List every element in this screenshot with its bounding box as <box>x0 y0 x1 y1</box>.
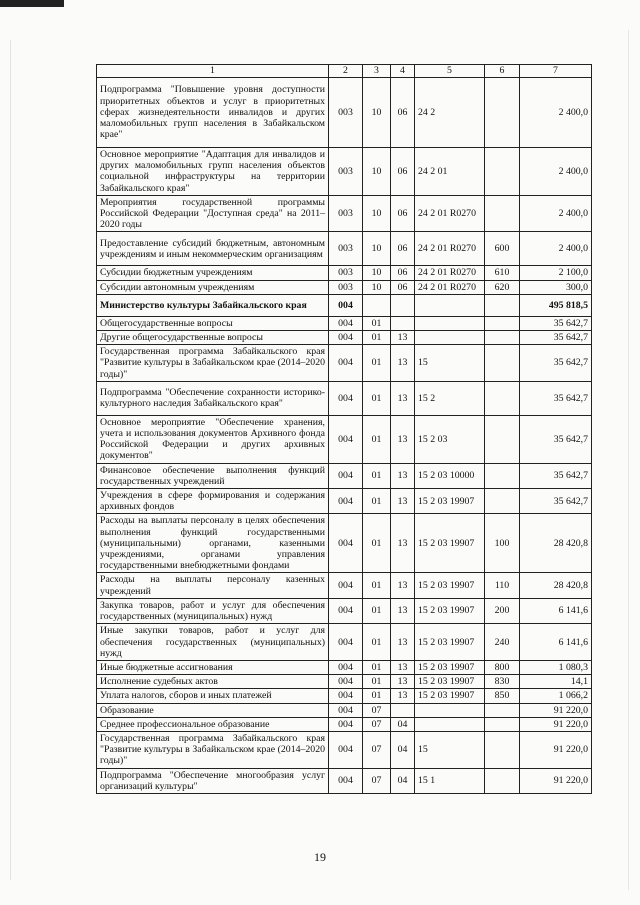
table-row <box>97 689 592 703</box>
table-header-row <box>97 65 592 78</box>
row-target-article-cell: 15 2 03 19907 <box>415 689 485 703</box>
table-row <box>97 331 592 345</box>
row-admin-code-cell: 003 <box>329 280 363 294</box>
table-row <box>97 415 592 463</box>
row-name-cell: Образование <box>97 703 329 717</box>
row-admin-code-cell: 004 <box>329 624 363 661</box>
row-section-cell <box>363 294 391 316</box>
row-subsection-cell: 13 <box>391 573 415 598</box>
row-section-cell: 01 <box>363 624 391 661</box>
row-admin-code-cell: 004 <box>329 489 363 514</box>
row-amount-cell: 2 400,0 <box>520 232 592 266</box>
table-row <box>97 660 592 674</box>
row-admin-code-cell: 003 <box>329 266 363 280</box>
row-expense-type-cell: 620 <box>485 280 520 294</box>
row-amount-cell: 1 080,3 <box>520 660 592 674</box>
row-subsection-cell: 04 <box>391 717 415 731</box>
row-target-article-cell <box>415 703 485 717</box>
row-amount-cell: 1 066,2 <box>520 689 592 703</box>
row-admin-code-cell: 004 <box>329 717 363 731</box>
row-admin-code-cell: 003 <box>329 195 363 232</box>
row-admin-code-cell: 004 <box>329 731 363 768</box>
table-row <box>97 624 592 661</box>
row-expense-type-cell <box>485 195 520 232</box>
row-section-cell: 01 <box>363 660 391 674</box>
row-subsection-cell: 06 <box>391 266 415 280</box>
row-amount-cell: 495 818,5 <box>520 294 592 316</box>
row-admin-code-cell: 004 <box>329 345 363 382</box>
row-subsection-cell: 06 <box>391 232 415 266</box>
row-section-cell: 01 <box>363 316 391 330</box>
row-name-cell: Министерство культуры Забайкальского края <box>97 294 329 316</box>
row-amount-cell: 35 642,7 <box>520 331 592 345</box>
row-section-cell: 10 <box>363 148 391 196</box>
row-subsection-cell: 04 <box>391 768 415 793</box>
row-name-cell: Государственная программа Забайкальского края "Развитие культуры в Забайкальском крае (2014–2020 годы)" <box>97 345 329 382</box>
row-section-cell: 07 <box>363 703 391 717</box>
row-expense-type-cell <box>485 345 520 382</box>
row-amount-cell: 2 400,0 <box>520 195 592 232</box>
row-amount-cell: 91 220,0 <box>520 703 592 717</box>
row-amount-cell: 300,0 <box>520 280 592 294</box>
row-amount-cell: 35 642,7 <box>520 463 592 488</box>
row-name-cell: Уплата налогов, сборов и иных платежей <box>97 689 329 703</box>
row-admin-code-cell: 004 <box>329 381 363 415</box>
row-expense-type-cell: 200 <box>485 598 520 623</box>
table-row <box>97 598 592 623</box>
table-row <box>97 294 592 316</box>
row-amount-cell: 6 141,6 <box>520 624 592 661</box>
table-row <box>97 266 592 280</box>
row-amount-cell: 2 100,0 <box>520 266 592 280</box>
row-name-cell: Общегосударственные вопросы <box>97 316 329 330</box>
row-admin-code-cell: 004 <box>329 514 363 573</box>
row-subsection-cell: 13 <box>391 331 415 345</box>
row-target-article-cell: 15 2 <box>415 381 485 415</box>
row-name-cell: Подпрограмма "Обеспечение сохранности историко-культурного наследия Забайкальского края" <box>97 381 329 415</box>
row-name-cell: Исполнение судебных актов <box>97 675 329 689</box>
row-amount-cell: 35 642,7 <box>520 489 592 514</box>
row-amount-cell: 28 420,8 <box>520 514 592 573</box>
row-target-article-cell <box>415 331 485 345</box>
row-target-article-cell: 15 2 03 19907 <box>415 660 485 674</box>
row-target-article-cell: 15 2 03 19907 <box>415 573 485 598</box>
row-subsection-cell: 13 <box>391 381 415 415</box>
row-name-cell: Предоставление субсидий бюджетным, автономным учреждениям и иным некоммерческим организациям <box>97 232 329 266</box>
table-row <box>97 232 592 266</box>
row-name-cell: Другие общегосударственные вопросы <box>97 331 329 345</box>
row-admin-code-cell: 004 <box>329 294 363 316</box>
row-amount-cell: 2 400,0 <box>520 78 592 148</box>
row-name-cell: Субсидии автономным учреждениям <box>97 280 329 294</box>
row-name-cell: Расходы на выплаты персоналу в целях обеспечения выполнения функций государственными (муниципальными) органами, казенными учреждениями, органами управления государственными внебюджетными фондами <box>97 514 329 573</box>
row-name-cell: Учреждения в сфере формирования и содержания архивных фондов <box>97 489 329 514</box>
row-expense-type-cell <box>485 768 520 793</box>
table-row <box>97 768 592 793</box>
row-name-cell: Государственная программа Забайкальского края "Развитие культуры в Забайкальском крае (2014–2020 годы)" <box>97 731 329 768</box>
row-subsection-cell: 13 <box>391 660 415 674</box>
row-target-article-cell: 15 2 03 19907 <box>415 624 485 661</box>
row-expense-type-cell: 240 <box>485 624 520 661</box>
row-name-cell: Основное мероприятие "Обеспечение хранения, учета и использования документов Архивного фонда Российской Федерации и других архивных документов" <box>97 415 329 463</box>
row-section-cell: 01 <box>363 514 391 573</box>
table-row <box>97 703 592 717</box>
row-expense-type-cell: 850 <box>485 689 520 703</box>
row-subsection-cell: 13 <box>391 489 415 514</box>
row-admin-code-cell: 004 <box>329 415 363 463</box>
row-section-cell: 01 <box>363 573 391 598</box>
row-section-cell: 01 <box>363 675 391 689</box>
scan-edge-right <box>628 30 629 890</box>
row-target-article-cell: 24 2 01 R0270 <box>415 266 485 280</box>
row-subsection-cell: 13 <box>391 463 415 488</box>
row-subsection-cell: 06 <box>391 78 415 148</box>
header-cell: 6 <box>485 65 520 78</box>
row-subsection-cell: 06 <box>391 195 415 232</box>
row-target-article-cell: 15 2 03 19907 <box>415 489 485 514</box>
row-name-cell: Иные закупки товаров, работ и услуг для обеспечения государственных (муниципальных) нужд <box>97 624 329 661</box>
row-section-cell: 01 <box>363 489 391 514</box>
row-subsection-cell: 06 <box>391 280 415 294</box>
row-section-cell: 01 <box>363 331 391 345</box>
row-target-article-cell: 24 2 01 R0270 <box>415 195 485 232</box>
row-subsection-cell: 13 <box>391 415 415 463</box>
table-row <box>97 514 592 573</box>
row-expense-type-cell <box>485 415 520 463</box>
table-row <box>97 345 592 382</box>
header-cell: 5 <box>415 65 485 78</box>
table-row <box>97 573 592 598</box>
row-section-cell: 07 <box>363 768 391 793</box>
row-subsection-cell: 13 <box>391 345 415 382</box>
row-name-cell: Субсидии бюджетным учреждениям <box>97 266 329 280</box>
row-subsection-cell <box>391 703 415 717</box>
row-admin-code-cell: 004 <box>329 331 363 345</box>
table-row <box>97 489 592 514</box>
table-row <box>97 381 592 415</box>
row-amount-cell: 6 141,6 <box>520 598 592 623</box>
row-admin-code-cell: 004 <box>329 316 363 330</box>
row-target-article-cell: 24 2 01 R0270 <box>415 232 485 266</box>
table-row <box>97 717 592 731</box>
row-target-article-cell <box>415 316 485 330</box>
row-expense-type-cell <box>485 316 520 330</box>
row-admin-code-cell: 004 <box>329 463 363 488</box>
scan-edge-left <box>10 40 11 880</box>
row-admin-code-cell: 004 <box>329 675 363 689</box>
row-section-cell: 01 <box>363 415 391 463</box>
row-target-article-cell: 15 2 03 19907 <box>415 514 485 573</box>
row-expense-type-cell: 830 <box>485 675 520 689</box>
page-number: 19 <box>314 850 326 864</box>
header-cell: 1 <box>97 65 329 78</box>
document-page <box>96 64 591 794</box>
row-target-article-cell: 24 2 01 R0270 <box>415 280 485 294</box>
table-row <box>97 731 592 768</box>
row-expense-type-cell <box>485 381 520 415</box>
table-row <box>97 78 592 148</box>
header-cell: 2 <box>329 65 363 78</box>
row-target-article-cell: 15 <box>415 345 485 382</box>
row-amount-cell: 28 420,8 <box>520 573 592 598</box>
row-name-cell: Закупка товаров, работ и услуг для обеспечения государственных (муниципальных) нужд <box>97 598 329 623</box>
row-section-cell: 01 <box>363 598 391 623</box>
row-admin-code-cell: 004 <box>329 573 363 598</box>
row-subsection-cell: 13 <box>391 689 415 703</box>
row-section-cell: 01 <box>363 689 391 703</box>
row-name-cell: Расходы на выплаты персоналу казенных учреждений <box>97 573 329 598</box>
table-row <box>97 148 592 196</box>
row-target-article-cell: 15 2 03 19907 <box>415 598 485 623</box>
row-expense-type-cell: 600 <box>485 232 520 266</box>
row-target-article-cell: 15 2 03 19907 <box>415 675 485 689</box>
row-expense-type-cell <box>485 703 520 717</box>
row-name-cell: Основное мероприятие "Адаптация для инвалидов и других маломобильных групп населения объектов социальной инфраструктуры на территории Забайкальского края" <box>97 148 329 196</box>
row-expense-type-cell <box>485 463 520 488</box>
row-subsection-cell: 13 <box>391 598 415 623</box>
row-admin-code-cell: 003 <box>329 78 363 148</box>
row-expense-type-cell <box>485 148 520 196</box>
row-section-cell: 10 <box>363 232 391 266</box>
row-amount-cell: 35 642,7 <box>520 345 592 382</box>
row-section-cell: 10 <box>363 78 391 148</box>
row-target-article-cell <box>415 717 485 731</box>
row-expense-type-cell: 800 <box>485 660 520 674</box>
corner-scan-mark <box>0 0 64 7</box>
row-amount-cell: 91 220,0 <box>520 717 592 731</box>
row-admin-code-cell: 004 <box>329 689 363 703</box>
row-amount-cell: 91 220,0 <box>520 731 592 768</box>
row-subsection-cell: 06 <box>391 148 415 196</box>
row-name-cell: Мероприятия государственной программы Российской Федерации "Доступная среда" на 2011–2020 годы <box>97 195 329 232</box>
row-subsection-cell: 04 <box>391 731 415 768</box>
row-section-cell: 07 <box>363 717 391 731</box>
row-expense-type-cell <box>485 717 520 731</box>
row-amount-cell: 35 642,7 <box>520 415 592 463</box>
row-section-cell: 10 <box>363 266 391 280</box>
row-admin-code-cell: 004 <box>329 703 363 717</box>
row-expense-type-cell <box>485 78 520 148</box>
table-body <box>97 78 592 794</box>
row-subsection-cell <box>391 316 415 330</box>
row-amount-cell: 91 220,0 <box>520 768 592 793</box>
row-name-cell: Подпрограмма "Повышение уровня доступности приоритетных объектов и услуг в приоритетных сферах жизнедеятельности инвалидов и других маломобильных групп населения в Забайкальском крае" <box>97 78 329 148</box>
budget-table <box>96 64 592 794</box>
row-subsection-cell: 13 <box>391 624 415 661</box>
row-admin-code-cell: 003 <box>329 232 363 266</box>
row-name-cell: Иные бюджетные ассигнования <box>97 660 329 674</box>
row-expense-type-cell <box>485 731 520 768</box>
table-row <box>97 280 592 294</box>
row-target-article-cell: 15 1 <box>415 768 485 793</box>
header-cell: 7 <box>520 65 592 78</box>
row-section-cell: 07 <box>363 731 391 768</box>
row-expense-type-cell: 610 <box>485 266 520 280</box>
table-row <box>97 316 592 330</box>
row-expense-type-cell <box>485 294 520 316</box>
table-row <box>97 675 592 689</box>
row-amount-cell: 35 642,7 <box>520 381 592 415</box>
table-row <box>97 463 592 488</box>
row-admin-code-cell: 004 <box>329 768 363 793</box>
row-target-article-cell: 15 <box>415 731 485 768</box>
row-target-article-cell: 24 2 <box>415 78 485 148</box>
row-target-article-cell: 15 2 03 10000 <box>415 463 485 488</box>
row-expense-type-cell <box>485 331 520 345</box>
row-section-cell: 01 <box>363 463 391 488</box>
row-target-article-cell: 15 2 03 <box>415 415 485 463</box>
row-subsection-cell <box>391 294 415 316</box>
header-cell: 3 <box>363 65 391 78</box>
row-section-cell: 01 <box>363 381 391 415</box>
row-amount-cell: 35 642,7 <box>520 316 592 330</box>
row-admin-code-cell: 004 <box>329 598 363 623</box>
row-expense-type-cell <box>485 489 520 514</box>
row-name-cell: Подпрограмма "Обеспечение многообразия услуг организаций культуры" <box>97 768 329 793</box>
header-cell: 4 <box>391 65 415 78</box>
row-target-article-cell <box>415 294 485 316</box>
row-admin-code-cell: 003 <box>329 148 363 196</box>
row-section-cell: 01 <box>363 345 391 382</box>
row-subsection-cell: 13 <box>391 675 415 689</box>
row-name-cell: Среднее профессиональное образование <box>97 717 329 731</box>
row-amount-cell: 14,1 <box>520 675 592 689</box>
row-amount-cell: 2 400,0 <box>520 148 592 196</box>
table-row <box>97 195 592 232</box>
row-admin-code-cell: 004 <box>329 660 363 674</box>
row-subsection-cell: 13 <box>391 514 415 573</box>
row-section-cell: 10 <box>363 280 391 294</box>
row-name-cell: Финансовое обеспечение выполнения функций государственных учреждений <box>97 463 329 488</box>
row-expense-type-cell: 110 <box>485 573 520 598</box>
row-section-cell: 10 <box>363 195 391 232</box>
row-expense-type-cell: 100 <box>485 514 520 573</box>
row-target-article-cell: 24 2 01 <box>415 148 485 196</box>
